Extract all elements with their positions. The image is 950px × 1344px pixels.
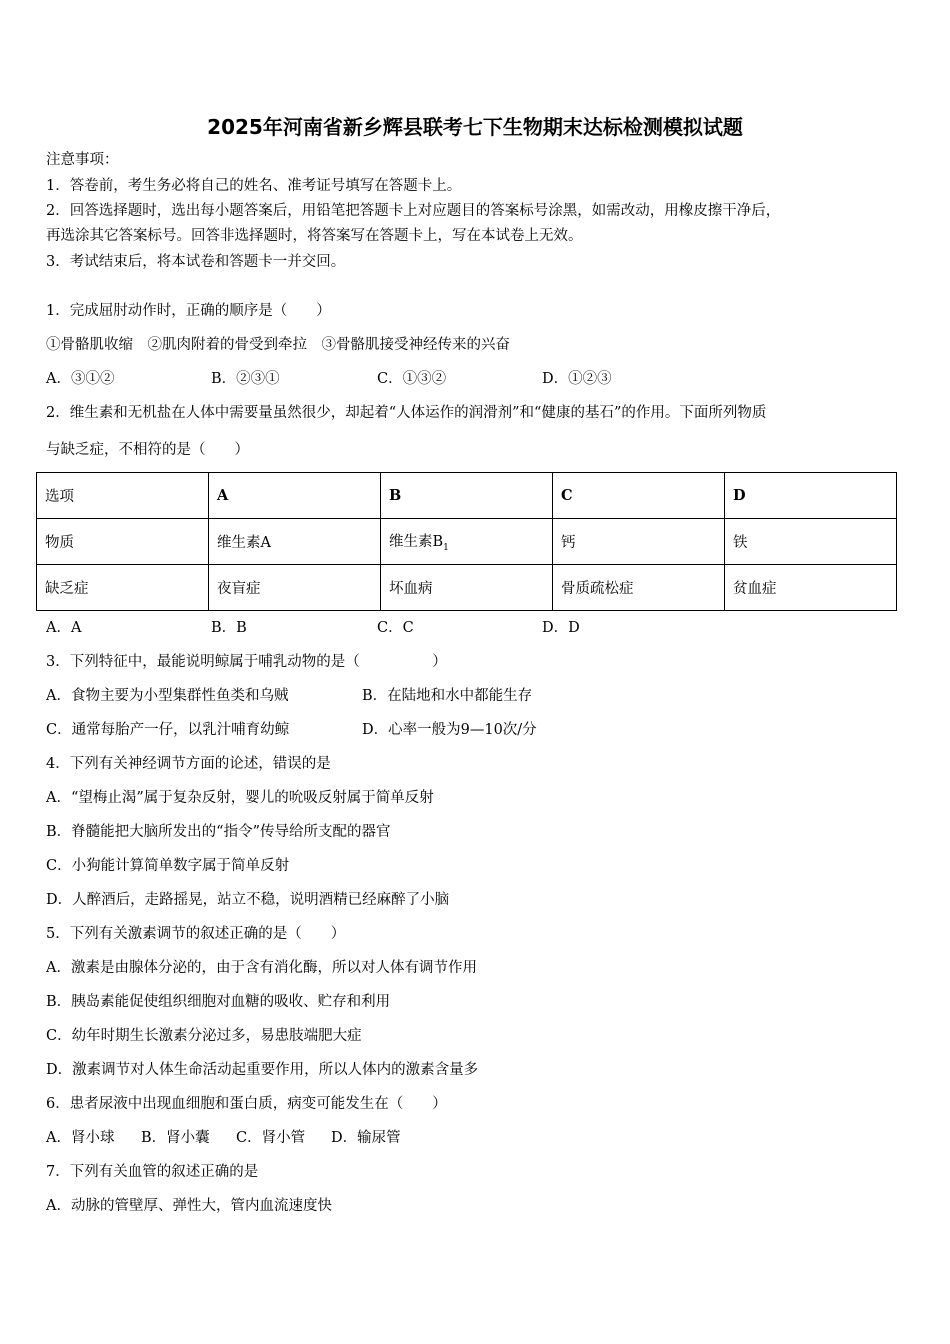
notice-heading: 注意事项： [46,152,119,168]
table-cell: 骨质疏松症 [553,565,725,611]
table-cell: 钙 [553,519,725,565]
table-cell [381,519,553,565]
q5-option-a: A．激素是由腺体分泌的，由于含有消化酶，所以对人体有调节作用 [46,960,477,976]
q2-stem-line1: 2．维生素和无机盐在人体中需要量虽然很少，却起着“人体运作的润滑剂”和“健康的基石”的作用。下面所列物质 [46,405,767,421]
notice-item: 3．考试结束后，将本试卷和答题卡一并交回。 [46,254,346,270]
q2-option-a: A．A [46,620,82,636]
q7-stem: 7．下列有关血管的叙述正确的是 [46,1164,259,1180]
q2-stem-line2: 与缺乏症，不相符的是（ ） [46,442,249,458]
q5-stem: 5．下列有关激素调节的叙述正确的是（ ） [46,926,346,942]
q4-option-b: B．脊髓能把大脑所发出的“指令”传导给所支配的器官 [46,824,391,840]
notice-item: 再选涂其它答案标号。回答非选择题时，将答案写在答题卡上，写在本试卷上无效。 [46,228,583,244]
table-cell: A [209,473,381,519]
table-cell: 选项 [37,473,209,519]
page-title: 2025年河南省新乡辉县联考七下生物期末达标检测模拟试题 [207,115,743,139]
table-cell: 维生素A [209,519,381,565]
q1-option-b: B．②③① [211,371,280,387]
q1-option-c: C．①③② [377,371,447,387]
table-cell: D [725,473,897,519]
q3-option-c: C．通常每胎产一仔，以乳汁哺育幼鲸 [46,722,290,738]
table-cell: C [553,473,725,519]
q6-option-d: D．输尿管 [331,1130,401,1146]
q2-table [36,472,897,611]
q4-option-a: A．“望梅止渴”属于复杂反射，婴儿的吮吸反射属于简单反射 [46,790,434,806]
q6-option-b: B．肾小囊 [141,1130,210,1146]
q5-option-c: C．幼年时期生长激素分泌过多，易患肢端肥大症 [46,1028,362,1044]
q1-stem: 1．完成屈肘动作时，正确的顺序是（ ） [46,303,331,319]
q2-option-d: D．D [542,620,580,636]
q4-option-d: D．人醉酒后，走路摇晃，站立不稳，说明酒精已经麻醉了小脑 [46,892,450,908]
table-row [37,473,897,519]
notice-item: 1．答卷前，考生务必将自己的姓名、准考证号填写在答题卡上。 [46,178,462,194]
table-row [37,565,897,611]
q2-option-c: C．C [377,620,414,636]
q6-option-c: C．肾小管 [236,1130,306,1146]
q2-option-b: B．B [211,620,247,636]
q1-option-a: A．③①② [46,371,115,387]
table-cell: B [381,473,553,519]
table-row [37,519,897,565]
q6-stem: 6．患者尿液中出现血细胞和蛋白质，病变可能发生在（ ） [46,1096,447,1112]
q3-option-d: D．心率一般为9—10次/分 [362,722,537,738]
q3-stem: 3．下列特征中，最能说明鲸属于哺乳动物的是（ ） [46,654,447,670]
table-cell: 夜盲症 [209,565,381,611]
q5-option-b: B．胰岛素能促使组织细胞对血糖的吸收、贮存和利用 [46,994,391,1010]
table-cell: 物质 [37,519,209,565]
table-cell: 贫血症 [725,565,897,611]
q7-option-a: A．动脉的管壁厚、弹性大，管内血流速度快 [46,1198,332,1214]
q1-sub: ①骨骼肌收缩 ②肌肉附着的骨受到牵拉 ③骨骼肌接受神经传来的兴奋 [46,337,510,353]
q5-option-d: D．激素调节对人体生命活动起重要作用，所以人体内的激素含量多 [46,1062,479,1078]
q4-option-c: C．小狗能计算简单数字属于简单反射 [46,858,290,874]
q1-option-d: D．①②③ [542,371,612,387]
subscript: 1 [443,542,449,553]
q6-option-a: A．肾小球 [46,1130,115,1146]
q4-stem: 4．下列有关神经调节方面的论述，错误的是 [46,756,331,772]
table-cell: 缺乏症 [37,565,209,611]
cell-text: 维生素B [389,534,444,551]
table-cell: 坏血病 [381,565,553,611]
notice-item: 2．回答选择题时，选出每小题答案后，用铅笔把答题卡上对应题目的答案标号涂黑，如需改动，用橡皮擦干净后， [46,203,781,219]
q3-option-a: A．食物主要为小型集群性鱼类和乌贼 [46,688,289,704]
q3-option-b: B．在陆地和水中都能生存 [362,688,533,704]
table-cell: 铁 [725,519,897,565]
